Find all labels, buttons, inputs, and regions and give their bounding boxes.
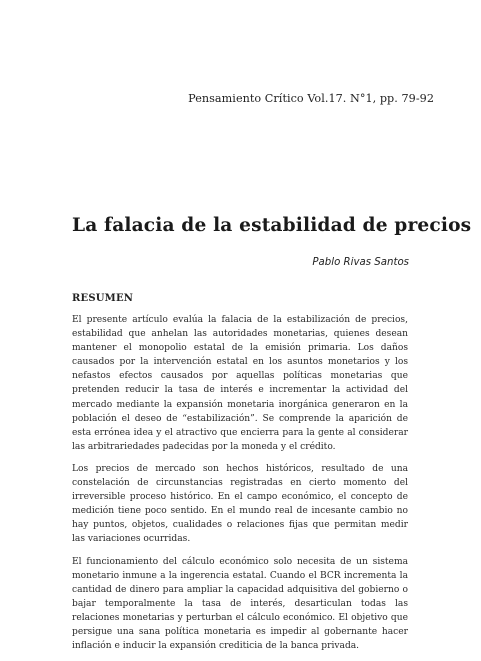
paragraph-1: El presente artículo evalúa la falacia de la estabilización de precios, estabilidad que anhelan las autoridades monetarias, quienes desean mantener el monopolio estatal de la emisión primaria. Los daños causados por la intervención estatal en los asuntos monetarios y los nefastos efectos causados por aquellas políticas monetarias que pretenden reducir la tasa de interés e incrementar la actividad del mercado mediante la expansión monetaria inorgánica generaron en la población el deseo de “estabilización”. Se comprende la aparición de esta errónea idea y el atractivo que encierra para la gente al considerar las arbitrariedades padecidas por la moneda y el crédito. <box>72 315 408 452</box>
journal-reference: Pensamiento Crítico Vol.17. N°1, pp. 79-92 <box>188 92 434 105</box>
author-name: Pablo Rivas Santos <box>312 257 409 268</box>
abstract-body <box>72 313 408 661</box>
abstract-heading: RESUMEN <box>72 293 134 304</box>
paragraph-2: Los precios de mercado son hechos históricos, resultado de una constelación de circunstancias registradas en cierto momento del irreversible proceso histórico. En el campo económico, el concepto de medición tiene poco sentido. En el mundo real de incesante cambio no hay puntos, objetos, cualidades o relaciones fijas que permitan medir las variaciones ocurridas. <box>72 463 408 545</box>
paragraph-3: El funcionamiento del cálculo económico solo necesita de un sistema monetario inmune a la ingerencia estatal. Cuando el BCR incrementa la cantidad de dinero para ampliar la capacidad adquisitiva del gobierno o bajar temporalmente la tasa de interés, desarticulan todas las relaciones monetarias y perturban el cálculo económico. El objetivo que persigue una sana política monetaria es impedir al gobernante hacer inflación e inducir la expansión crediticia de la banca privada. <box>72 556 408 652</box>
article-title: La falacia de la estabilidad de precios <box>72 215 472 236</box>
